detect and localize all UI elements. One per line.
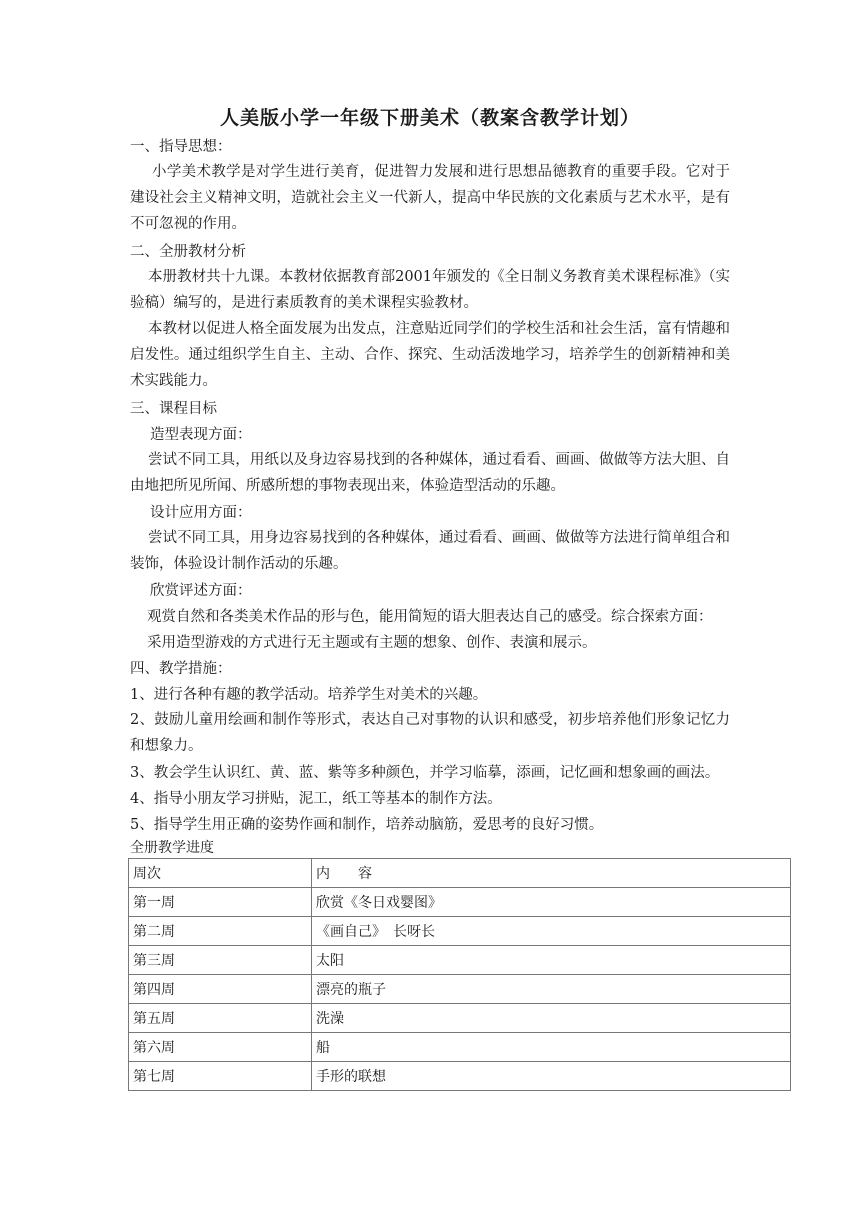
paragraph-appreciation-review: 观赏自然和各类美术作品的形与色，能用简短的语大胆表达自己的感受。综合探索方面： — [147, 609, 713, 625]
section-heading-teaching-measures: 四、教学措施： — [130, 661, 232, 677]
paragraph-textbook-overview: 本册教材共十九课。本教材依据教育部2001年颁发的《全日制义务教育美术课程标准》（实验稿）编写的，是进行素质教育的美术课程实验教材。 — [130, 269, 730, 311]
table-row — [129, 1033, 791, 1062]
cell-content: 漂亮的瓶子 — [312, 975, 791, 1004]
schedule-table — [128, 858, 791, 1091]
cell-week: 第五周 — [129, 1004, 312, 1033]
section-heading-course-objectives: 三、课程目标 — [130, 401, 217, 417]
measure-item-2: 2、鼓励儿童用绘画和制作等形式，表达自己对事物的认识和感受，初步培养他们形象记忆力和想象力。 — [130, 712, 730, 754]
cell-content: 太阳 — [312, 946, 791, 975]
table-row — [129, 946, 791, 975]
table-header-row — [129, 859, 791, 888]
cell-week: 第四周 — [129, 975, 312, 1004]
cell-content: 洗澡 — [312, 1004, 791, 1033]
cell-content: 手形的联想 — [312, 1062, 791, 1091]
cell-content: 《画自己》 长呀长 — [312, 917, 791, 946]
cell-content: 船 — [312, 1033, 791, 1062]
schedule-label: 全册教学进度 — [130, 840, 214, 856]
paragraph-textbook-goals: 本教材以促进人格全面发展为出发点，注意贴近同学们的学校生活和社会生活，富有情趣和启发性。通过组织学生自主、主动、合作、探究、生动活泼地学习，培养学生的创新精神和美术实践能力。 — [130, 321, 730, 389]
table-row — [129, 1062, 791, 1091]
table-row — [129, 917, 791, 946]
paragraph-guiding-thought: 小学美术教学是对学生进行美育，促进智力发展和进行思想品德教育的重要手段。它对于建设社会主义精神文明，造就社会主义一代新人，提高中华民族的文化素质与艺术水平，是有不可忽视的作用。 — [130, 164, 730, 232]
subheading-appreciation-review: 欣赏评述方面： — [150, 583, 252, 599]
paragraph-modeling-expression: 尝试不同工具，用纸以及身边容易找到的各种媒体，通过看看、画画、做做等方法大胆、自由地把所见所闻、所感所想的事物表现出来，体验造型活动的乐趣。 — [130, 452, 730, 494]
subheading-modeling-expression: 造型表现方面： — [150, 427, 252, 443]
paragraph-comprehensive-exploration: 采用造型游戏的方式进行无主题或有主题的想象、创作、表演和展示。 — [147, 635, 597, 651]
measure-item-5: 5、指导学生用正确的姿势作画和制作，培养动脑筋，爱思考的良好习惯。 — [130, 817, 604, 833]
cell-week: 第一周 — [129, 888, 312, 917]
subheading-design-application: 设计应用方面： — [150, 505, 252, 521]
cell-week: 第二周 — [129, 917, 312, 946]
table-row — [129, 1004, 791, 1033]
header-cell-content: 内 容 — [312, 859, 791, 888]
cell-week: 第三周 — [129, 946, 312, 975]
cell-week: 第六周 — [129, 1033, 312, 1062]
section-heading-textbook-analysis: 二、全册教材分析 — [130, 244, 246, 260]
table-row — [129, 888, 791, 917]
measure-item-1: 1、进行各种有趣的教学活动。培养学生对美术的兴趣。 — [130, 687, 488, 703]
section-heading-guiding-thought: 一、指导思想： — [130, 139, 232, 155]
table-row — [129, 975, 791, 1004]
document-title: 人美版小学一年级下册美术（教案含教学计划） — [219, 107, 640, 129]
measure-item-4: 4、指导小朋友学习拼贴，泥工，纸工等基本的制作方法。 — [130, 791, 502, 807]
header-cell-week: 周次 — [129, 859, 312, 888]
measure-item-3: 3、教会学生认识红、黄、蓝、紫等多种颜色，并学习临摹，添画，记忆画和想象画的画法。 — [130, 765, 720, 781]
paragraph-design-application: 尝试不同工具，用身边容易找到的各种媒体，通过看看、画画、做做等方法进行简单组合和装饰，体验设计制作活动的乐趣。 — [130, 530, 730, 572]
cell-content: 欣赏《冬日戏婴图》 — [312, 888, 791, 917]
cell-week: 第七周 — [129, 1062, 312, 1091]
